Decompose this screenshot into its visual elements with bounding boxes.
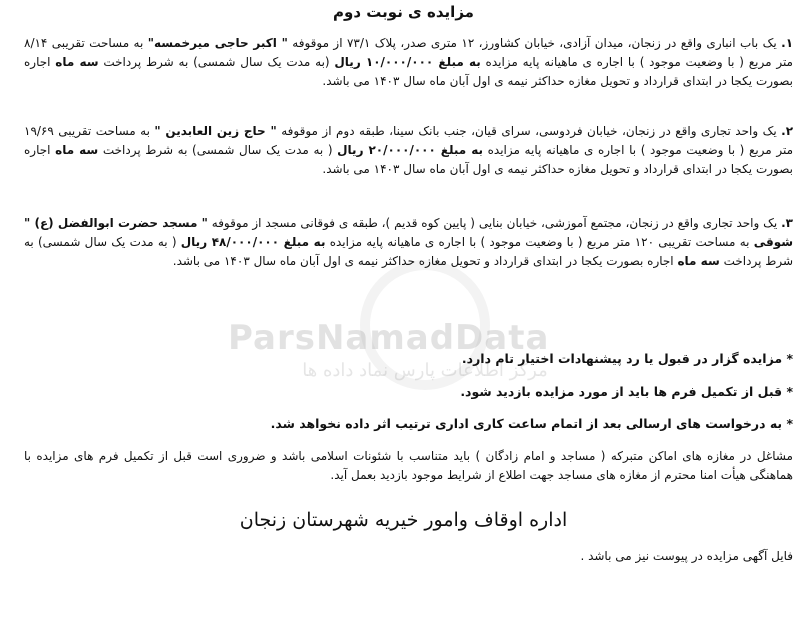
- auction-item-2: [24, 122, 793, 179]
- auction-item-1: [24, 34, 793, 91]
- endowment-name: " مسجد حضرت ابوالفضل (ع) " شوقی: [24, 216, 794, 249]
- item-text: اجاره بصورت یکجا در ابتدای قرارداد و تحویل مغازه حداکثر نیمه ی اول آبان ماه سال ۱۴۰۳ می باشد.: [172, 254, 678, 268]
- watermark-logo-icon: [360, 260, 490, 390]
- page-title: مزایده ی نوبت دوم: [333, 3, 474, 21]
- item-number: ۲.: [781, 124, 794, 138]
- endowment-name: " اکبر حاجی میرخمسه": [147, 36, 288, 50]
- item-text: ( به مدت یک سال شمسی) به شرط پرداخت: [98, 143, 338, 157]
- note-2: * قبل از تکمیل فرم ها باید از مورد مزایده بازدید شود.: [460, 384, 793, 399]
- item-text: یک واحد تجاری واقع در زنجان، خیابان فردوسی، سرای قیان، جنب بانک سینا، طبقه دوم از موقوفه: [276, 124, 782, 138]
- item-text: اجاره بصورت یکجا در ابتدای قرارداد و تحویل مغازه حداکثر نیمه ی اول آبان ماه سال ۱۴۰۳ می باشد.: [24, 143, 793, 176]
- item-text: ( به مدت یک سال شمسی) به شرط پرداخت: [24, 235, 793, 268]
- closing-paragraph: مشاغل در مغازه های اماکن متبرکه ( مساجد و امام زادگان ) باید متناسب با شئونات اسلامی باشد و ضروری است قبل از تکمیل فرم های مزایده با هماهنگی هیأت امنا محترم از مغازه های مساجد جهت اطلاع از شرایط موجود بازدید بعمل آید.: [24, 449, 793, 482]
- note-1: * مزایده گزار در قبول یا رد پیشنهادات اختیار تام دارد.: [461, 351, 793, 366]
- watermark-text: ParsNamadData: [228, 318, 550, 358]
- attachment-note: فایل آگهی مزایده در پیوست نیز می باشد .: [580, 549, 793, 563]
- issuer-signature: اداره اوقاف وامور خیریه شهرستان زنجان: [239, 509, 568, 531]
- item-text: یک واحد تجاری واقع در زنجان، مجتمع آموزشی، خیابان بنایی ( پایین کوه قدیم )، طبقه ی فوقانی مسجد از موقوفه: [207, 216, 782, 230]
- prepay-months: سه ماه: [55, 143, 99, 157]
- item-text: یک باب انباری واقع در زنجان، میدان آزادی، خیابان کشاورز، ۱۲ متری صدر، پلاک ۷۳/۱ از موقوفه: [287, 36, 782, 50]
- endowment-name: " حاج زین العابدین ": [154, 124, 277, 138]
- item-text: (به مدت یک سال شمسی) به شرط پرداخت: [98, 55, 335, 69]
- item-text: اجاره بصورت یکجا در ابتدای قرارداد و تحویل مغازه حداکثر نیمه ی اول آبان ماه سال ۱۴۰۳ می باشد.: [24, 55, 793, 88]
- item-number: ۱.: [781, 36, 794, 50]
- base-price: به مبلغ ۲۰/۰۰۰/۰۰۰ ریال: [337, 143, 483, 157]
- watermark-subtext: مرکز اطلاعات پارس نماد داده ها: [302, 360, 548, 381]
- base-price: به مبلغ ۱۰/۰۰۰/۰۰۰ ریال: [334, 55, 481, 69]
- item-text: به مساحت تقریبی ۸/۱۴ متر مربع ( با وضعیت موجود ) با اجاره ی ماهیانه پایه مزایده: [24, 36, 793, 69]
- base-price: به مبلغ ۴۸/۰۰۰/۰۰۰ ریال: [180, 235, 326, 249]
- auction-item-3: [24, 214, 793, 271]
- item-number: ۳.: [781, 216, 793, 230]
- item-text: به مساحت تقریبی ۱۲۰ متر مربع ( با وضعیت موجود ) با اجاره ی ماهیانه پایه مزایده: [325, 235, 754, 249]
- note-3: * به درخواست های ارسالی بعد از اتمام ساعت کاری اداری ترتیب اثر داده نخواهد شد.: [270, 416, 793, 431]
- item-text: به مساحت تقریبی ۱۹/۶۹ متر مربع ( با وضعیت موجود ) با اجاره ی ماهیانه پایه مزایده: [24, 124, 794, 157]
- prepay-months: سه ماه: [677, 254, 720, 268]
- prepay-months: سه ماه: [55, 55, 99, 69]
